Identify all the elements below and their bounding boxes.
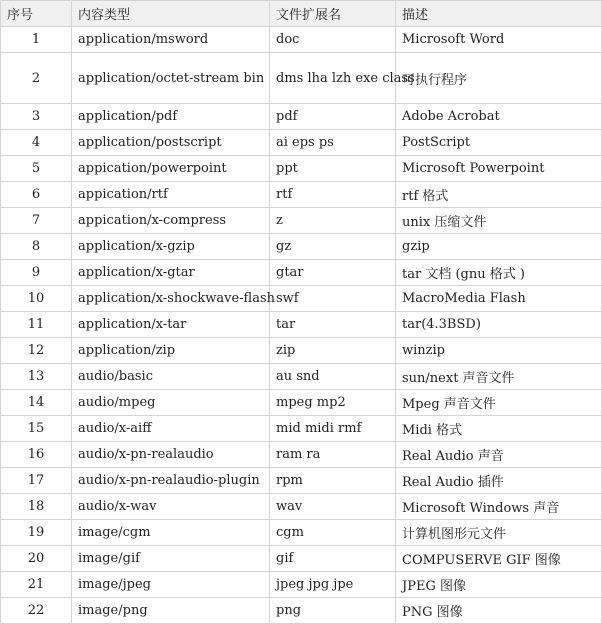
- table-row: [1, 416, 602, 442]
- row-extension: swf: [270, 286, 396, 312]
- row-content-type: audio/basic: [72, 364, 270, 390]
- row-content-type: appication/x-compress: [72, 208, 270, 234]
- row-description: Real Audio 声音: [396, 442, 602, 468]
- row-index: 3: [1, 104, 72, 130]
- row-description: Microsoft Windows 声音: [396, 494, 602, 520]
- row-extension: ppt: [270, 156, 396, 182]
- table-row: [1, 286, 602, 312]
- row-index: 5: [1, 156, 72, 182]
- table-row: [1, 104, 602, 130]
- row-content-type: application/postscript: [72, 130, 270, 156]
- row-content-type: image/gif: [72, 546, 270, 572]
- table-row: [1, 182, 602, 208]
- row-content-type: application/x-gzip: [72, 234, 270, 260]
- table-row: [1, 208, 602, 234]
- row-extension: gtar: [270, 260, 396, 286]
- row-extension: gif: [270, 546, 396, 572]
- row-content-type: appication/powerpoint: [72, 156, 270, 182]
- row-description: Microsoft Word: [396, 27, 602, 53]
- row-content-type: application/x-shockwave-flash: [72, 286, 270, 312]
- row-description: COMPUSERVE GIF 图像: [396, 546, 602, 572]
- table-header-row: [1, 1, 602, 27]
- row-index: 14: [1, 390, 72, 416]
- row-extension: z: [270, 208, 396, 234]
- table-row: [1, 520, 602, 546]
- row-index: 2: [1, 53, 72, 104]
- table-row: [1, 130, 602, 156]
- table-row: [1, 546, 602, 572]
- row-extension: pdf: [270, 104, 396, 130]
- row-description: tar(4.3BSD): [396, 312, 602, 338]
- row-description: Adobe Acrobat: [396, 104, 602, 130]
- row-extension: gz: [270, 234, 396, 260]
- row-index: 18: [1, 494, 72, 520]
- row-index: 6: [1, 182, 72, 208]
- row-description: Midi 格式: [396, 416, 602, 442]
- row-description: tar 文档 (gnu 格式 ): [396, 260, 602, 286]
- row-index: 15: [1, 416, 72, 442]
- row-index: 10: [1, 286, 72, 312]
- row-extension: au snd: [270, 364, 396, 390]
- row-description: 可执行程序: [396, 53, 602, 104]
- table-row: [1, 390, 602, 416]
- table-body: [1, 27, 602, 624]
- row-description: winzip: [396, 338, 602, 364]
- header-extension: 文件扩展名: [270, 1, 396, 27]
- table-row: [1, 364, 602, 390]
- row-content-type: application/zip: [72, 338, 270, 364]
- row-index: 22: [1, 598, 72, 624]
- row-index: 17: [1, 468, 72, 494]
- row-description: JPEG 图像: [396, 572, 602, 598]
- row-index: 13: [1, 364, 72, 390]
- table-row: [1, 260, 602, 286]
- row-content-type: image/cgm: [72, 520, 270, 546]
- row-index: 12: [1, 338, 72, 364]
- row-extension: rpm: [270, 468, 396, 494]
- row-index: 9: [1, 260, 72, 286]
- row-extension: dms lha lzh exe class: [270, 53, 396, 104]
- row-content-type: image/jpeg: [72, 572, 270, 598]
- row-content-type: application/x-tar: [72, 312, 270, 338]
- row-index: 8: [1, 234, 72, 260]
- row-extension: wav: [270, 494, 396, 520]
- header-index: 序号: [1, 1, 72, 27]
- row-index: 7: [1, 208, 72, 234]
- row-extension: doc: [270, 27, 396, 53]
- row-description: unix 压缩文件: [396, 208, 602, 234]
- table-row: [1, 338, 602, 364]
- row-content-type: audio/x-pn-realaudio: [72, 442, 270, 468]
- row-description: Real Audio 插件: [396, 468, 602, 494]
- row-extension: mid midi rmf: [270, 416, 396, 442]
- row-extension: rtf: [270, 182, 396, 208]
- row-extension: jpeg jpg jpe: [270, 572, 396, 598]
- table-row: [1, 312, 602, 338]
- row-description: Mpeg 声音文件: [396, 390, 602, 416]
- row-description: PNG 图像: [396, 598, 602, 624]
- table-row: [1, 598, 602, 624]
- row-content-type: application/msword: [72, 27, 270, 53]
- row-description: sun/next 声音文件: [396, 364, 602, 390]
- row-index: 20: [1, 546, 72, 572]
- row-extension: tar: [270, 312, 396, 338]
- row-index: 16: [1, 442, 72, 468]
- row-index: 21: [1, 572, 72, 598]
- row-description: rtf 格式: [396, 182, 602, 208]
- row-extension: zip: [270, 338, 396, 364]
- row-content-type: appication/rtf: [72, 182, 270, 208]
- table-row: [1, 572, 602, 598]
- row-content-type: audio/x-aiff: [72, 416, 270, 442]
- row-content-type: application/x-gtar: [72, 260, 270, 286]
- row-index: 11: [1, 312, 72, 338]
- header-description: 描述: [396, 1, 602, 27]
- row-index: 4: [1, 130, 72, 156]
- table-row: [1, 27, 602, 53]
- row-content-type: audio/x-wav: [72, 494, 270, 520]
- row-content-type: audio/x-pn-realaudio-plugin: [72, 468, 270, 494]
- row-extension: png: [270, 598, 396, 624]
- row-extension: ai eps ps: [270, 130, 396, 156]
- row-description: 计算机图形元文件: [396, 520, 602, 546]
- row-extension: ram ra: [270, 442, 396, 468]
- row-content-type: application/octet-stream bin: [72, 53, 270, 104]
- row-description: Microsoft Powerpoint: [396, 156, 602, 182]
- table-row: [1, 53, 602, 104]
- row-content-type: application/pdf: [72, 104, 270, 130]
- row-index: 1: [1, 27, 72, 53]
- table-row: [1, 494, 602, 520]
- row-content-type: audio/mpeg: [72, 390, 270, 416]
- table-row: [1, 234, 602, 260]
- row-description: PostScript: [396, 130, 602, 156]
- row-extension: mpeg mp2: [270, 390, 396, 416]
- table-row: [1, 442, 602, 468]
- row-content-type: image/png: [72, 598, 270, 624]
- header-content-type: 内容类型: [72, 1, 270, 27]
- table-row: [1, 468, 602, 494]
- row-extension: cgm: [270, 520, 396, 546]
- row-index: 19: [1, 520, 72, 546]
- table-row: [1, 156, 602, 182]
- row-description: gzip: [396, 234, 602, 260]
- row-description: MacroMedia Flash: [396, 286, 602, 312]
